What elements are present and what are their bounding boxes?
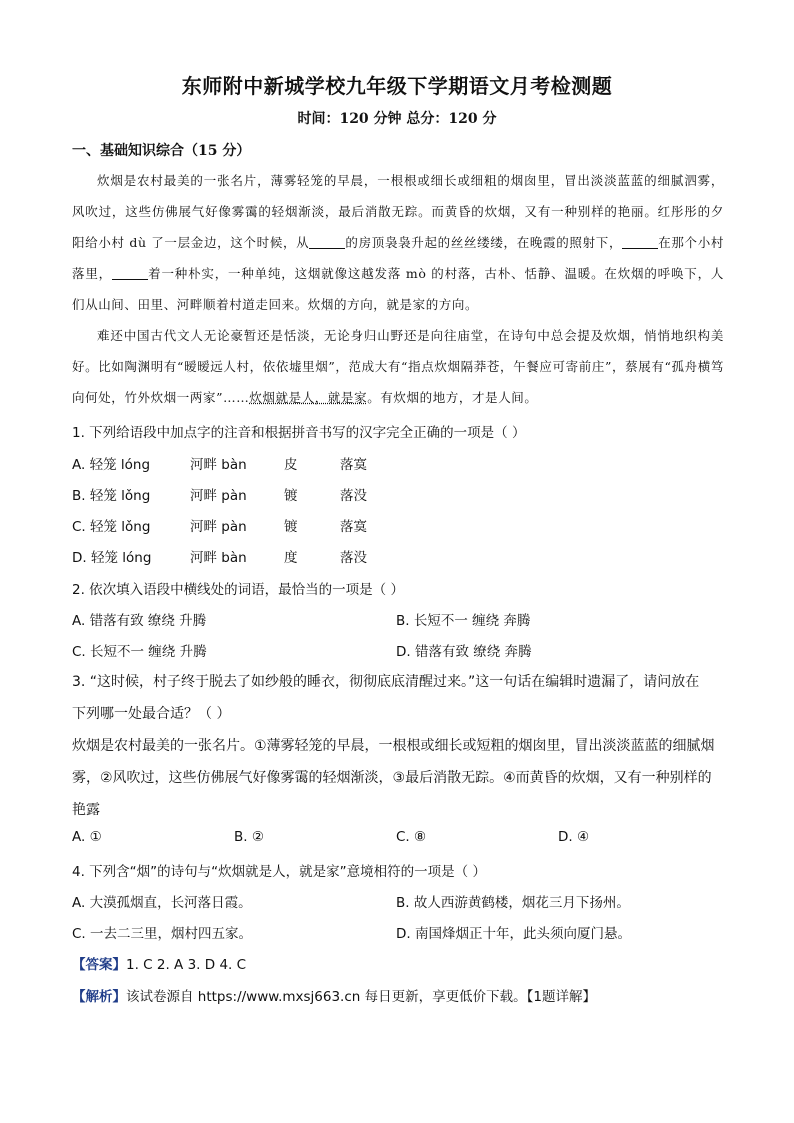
- q2-options-row-2: C. 长短不一 缠绕 升腾 D. 错落有致 缭绕 奔腾: [72, 644, 532, 660]
- section-heading: 一、基础知识综合（15 分）: [72, 143, 251, 159]
- analysis-text: 该试卷源自 https://www.mxsj663.cn 每日更新，享更低价下载。【1题详解】: [126, 989, 596, 1005]
- q1-option-c: C. 轻笼 lǒng 河畔 pàn 镀 落寞: [72, 519, 367, 535]
- fill-blank-2: [622, 234, 658, 249]
- question-1-stem: 1. 下列给语段中加点字的注音和根据拼音书写的汉字完全正确的一项是（ ）: [72, 425, 526, 441]
- question-2-stem: 2. 依次填入语段中横线处的词语，最恰当的一项是（ ）: [72, 582, 404, 598]
- q1-option-a: A. 轻笼 lóng 河畔 bàn 皮 落寞: [72, 457, 367, 473]
- answer-line: [72, 953, 246, 973]
- q1-option-d: D. 轻笼 lóng 河畔 bàn 度 落没: [72, 550, 367, 566]
- exam-info: 时间：120 分钟 总分：120 分: [297, 111, 497, 127]
- fill-blank-3: [112, 265, 148, 280]
- fill-blank-1: [309, 234, 345, 249]
- passage-paragraph-1: 炊烟是农村最美的一张名片，薄雾轻笼的早晨，一根根或细长或细粗的烟囱里，冒出淡淡蓝蓝的细腻泗雾，风吹过，这些仿佛展气好像雾霭的轻烟渐淡，最后消散无踪。而黄昏的炊烟，又有一种别样的艳丽。红彤彤的夕阳给小村 dù 了一层金边，这个时候，从 的房顶袅袅升起的丝丝缕缕，在晚霞的照射下， 在那个小村落里， 着一种朴实，一种单纯，这烟就像这越发落 mò 的村落，古朴、恬静、温暖。在炊烟的呼唤下，人们从山间、田里、河畔顺着村道走回来。炊烟的方向，就是家的方向。: [72, 173, 725, 312]
- analysis-line: [72, 985, 596, 1005]
- q4-options-row-2: C. 一去二三里，烟村四五家。 D. 南国烽烟正十年，此头须向厦门悬。: [72, 926, 631, 942]
- question-4-stem: 4. 下列含“烟”的诗句与“炊烟就是人，就是家”意境相符的一项是（ ）: [72, 864, 486, 880]
- q1-option-b: B. 轻笼 lǒng 河畔 pàn 镀 落没: [72, 488, 367, 504]
- q2-options-row-1: A. 错落有致 缭绕 升腾 B. 长短不一 缠绕 奔腾: [72, 613, 531, 629]
- answer-label: 【答案】: [72, 957, 126, 973]
- reading-passage: [72, 165, 724, 413]
- question-3: 3. “这时候，村子终于脱去了如纱般的睡衣，彻彻底底清醒过来。”这一句话在编辑时遗漏了，请问放在 下列哪一处最合适？（ ） 炊烟是农村最美的一张名片。①薄雾轻笼的早晨，一根根或细长或短粗的烟囱里，冒出淡淡蓝蓝的细腻烟 雾，②风吹过，这些仿佛展气好像雾霭的轻烟渐淡，③最后消散无踪。④而黄昏的炊烟，又有一种别样的 艳露: [72, 674, 715, 818]
- page-title: 东师附中新城学校九年级下学期语文月考检测题: [181, 74, 613, 98]
- analysis-label: 【解析】: [72, 989, 126, 1005]
- q4-options-row-1: A. 大漠孤烟直，长河落日霞。 B. 故人西游黄鹤楼，烟花三月下扬州。: [72, 895, 630, 911]
- q3-options: A. ① B. ② C. ⑧ D. ④: [72, 829, 590, 845]
- answer-text: 1. C 2. A 3. D 4. C: [126, 957, 247, 973]
- passage-paragraph-2: 难还中国古代文人无论豪暂还是恬淡，无论身归山野还是向往庙堂，在诗句中总会提及炊烟，悄悄地织构美好。比如陶渊明有“暧暧远人村，依依墟里烟”，范成大有“指点炊烟隔莽苍，午餐应可寄前庄”，蔡展有“孤舟横笃向何处，竹外炊烟一两家”……炊烟就是人，就是家。有炊烟的地方，才是人间。: [72, 328, 724, 405]
- underlined-phrase: 炊烟就是人，就是家: [249, 390, 368, 405]
